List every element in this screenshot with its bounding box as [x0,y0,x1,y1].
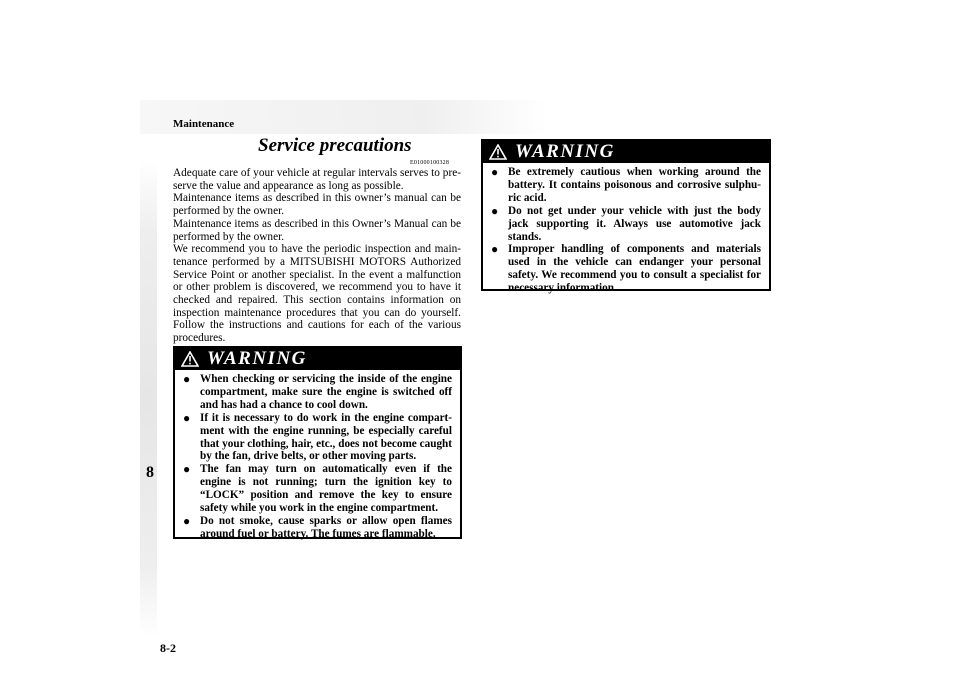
bullet-icon: ● [183,410,191,425]
warning-list [483,163,769,295]
warning-triangle-icon [181,351,199,367]
warning-box-battery [481,139,771,295]
warning-list [175,370,460,541]
warning-item: ● The fan may turn on automatically even if the engine is not running; turn the ignition key to “LOCK” position and remove the key to ensure safety while you work in the engine compartment. [183,462,452,515]
paragraph: Adequate care of your vehicle at regular intervals serves to pre-serve the value and appearance as long as possible. [173,167,461,192]
warning-item: ● When checking or servicing the inside of the engine compartment, make sure the engine is switched off and has had a chance to cool down. [183,372,452,411]
body-text [173,167,461,345]
warning-title: WARNING [515,141,615,162]
bullet-icon: ● [183,513,191,528]
warning-item: ● Be extremely cautious when working around the battery. It contains poisonous and corrosive sulphu-ric acid. [491,165,761,204]
paragraph: Maintenance items as described in this Owner’s Manual can be performed by the owner. [173,217,461,243]
paragraph: Maintenance items as described in this owner’s manual can be performed by the owner. [173,192,461,218]
bullet-icon: ● [183,372,191,386]
section-title: Maintenance [173,118,235,130]
warning-title: WARNING [207,348,307,369]
bullet-icon: ● [491,165,499,179]
chapter-side-band [140,160,157,638]
warning-header [483,141,769,163]
warning-item: ● Improper handling of components and materials used in the vehicle can endanger your personal safety. We recommend you to consult a specialist for necessary information. [491,242,761,295]
warning-item: ● Do not get under your vehicle with just the body jack supporting it. Always use automotive jack stands. [491,203,761,243]
page-heading: Service precautions [258,135,412,156]
warning-triangle-icon [489,144,507,160]
bullet-icon: ● [491,203,499,218]
warning-header [175,348,460,370]
warning-item: ● If it is necessary to do work in the engine compart-ment with the engine running, be especially careful that your clothing, hair, etc., does not become caught by the fan, drive belts, or other moving parts. [183,410,452,463]
bullet-icon: ● [183,462,191,477]
warning-box-engine [173,346,462,539]
paragraph: We recommend you to have the periodic inspection and main-tenance performed by a MITSUBISHI MOTORS Authorized Service Point or another specialist. In the event a malfunction or other problem is discovered, we recommend you to have it checked and repaired. This section contains information on inspection maintenance procedures that you can do yourself. Follow the instructions and cautions for each of the various procedures. [173,243,461,345]
page-number: 8-2 [160,641,176,655]
warning-item: ● Do not smoke, cause sparks or allow open flames around fuel or battery. The fumes are flammable. [183,513,452,540]
document-code: E01000100328 [410,160,450,166]
chapter-tab: 8 [146,464,154,481]
bullet-icon: ● [491,242,499,257]
